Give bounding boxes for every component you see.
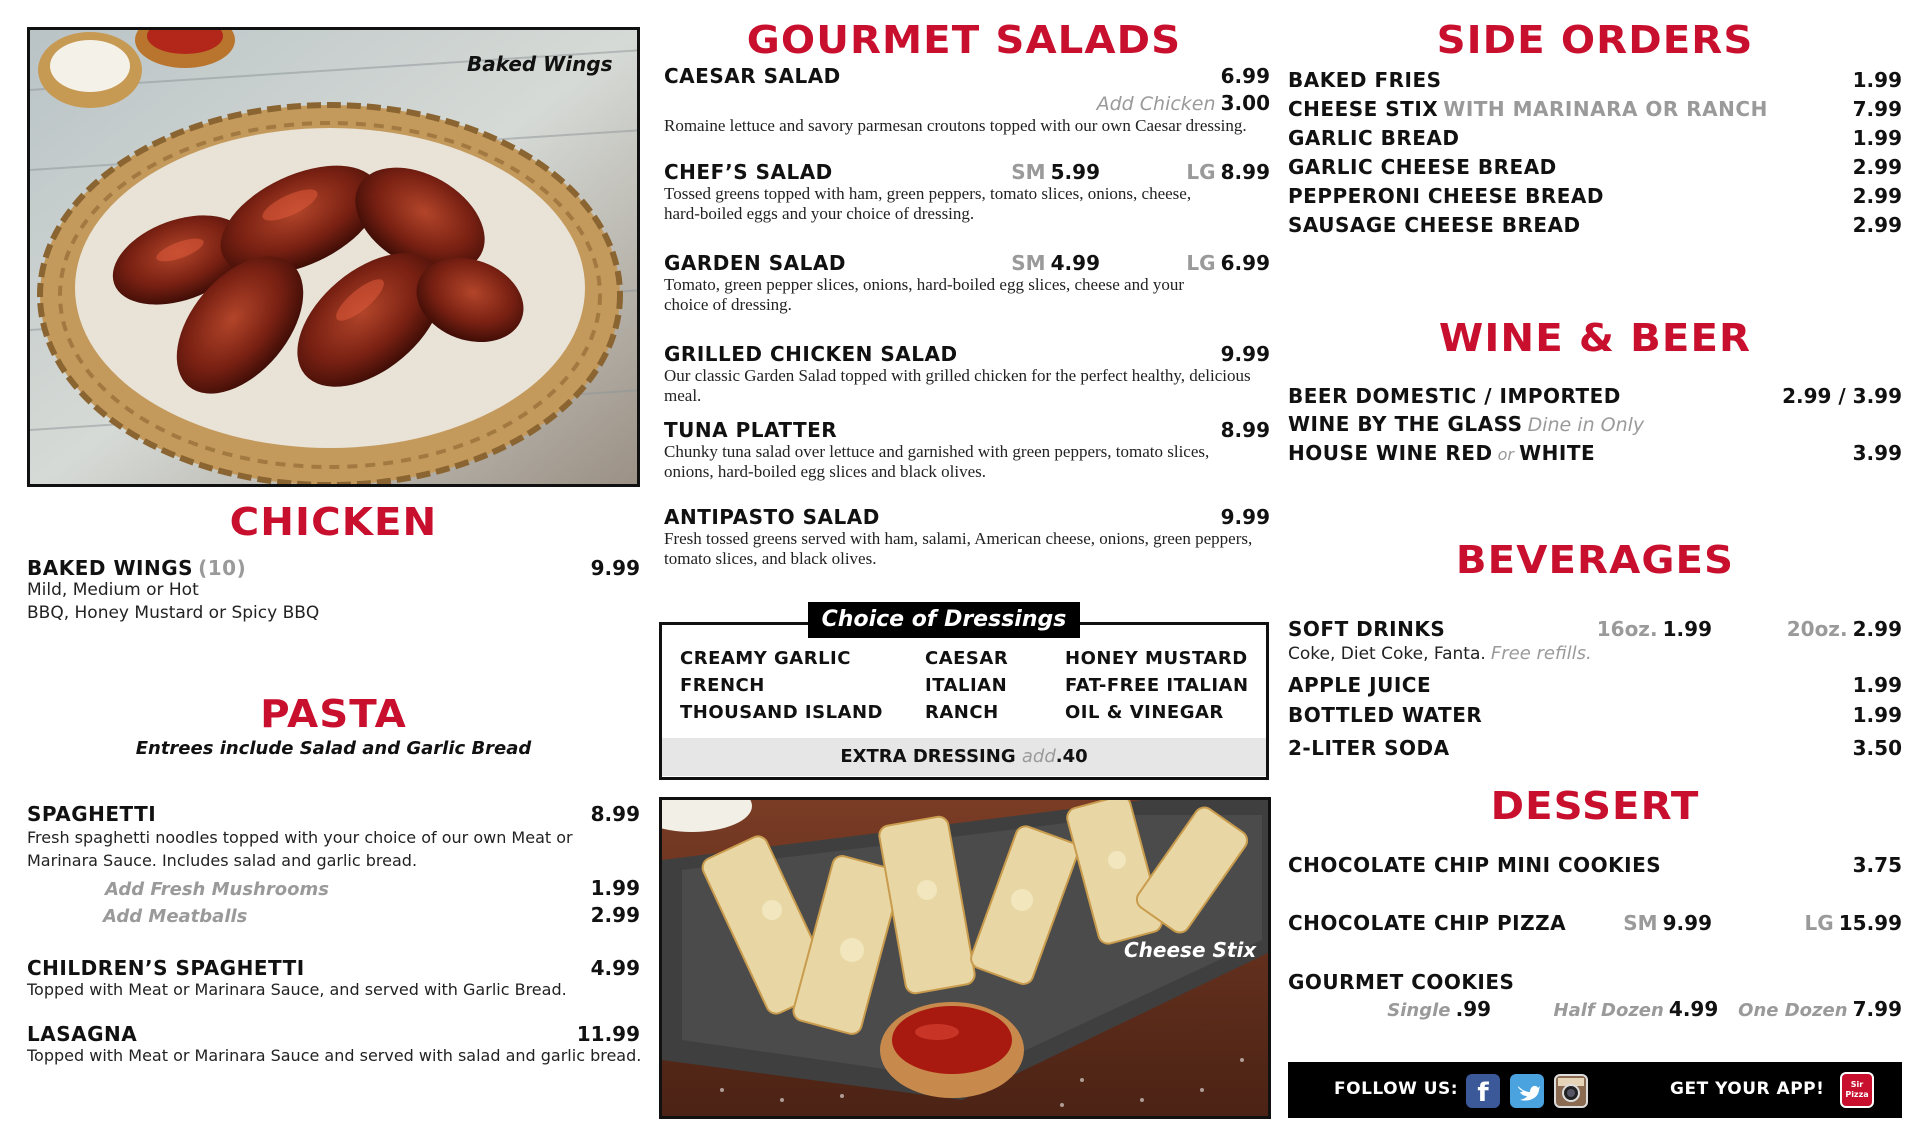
spaghetti-item [27, 802, 640, 826]
house-wine-or: or [1497, 445, 1515, 464]
tuna-platter-item [664, 418, 1270, 442]
addon-meatballs-price: 2.99 [590, 903, 640, 927]
sir-pizza-app-text: Sir Pizza [1845, 1080, 1869, 1099]
soft-drinks-desc [1288, 643, 1592, 664]
caesar-salad-name: CAESAR SALAD [664, 64, 841, 88]
follow-us-label: FOLLOW US: [1334, 1079, 1459, 1099]
grilled-chicken-salad-name: GRILLED CHICKEN SALAD [664, 342, 958, 366]
wine-glass-item [1288, 412, 1902, 436]
chefs-lg-label: LG [1186, 160, 1216, 184]
tuna-platter-price: 8.99 [1220, 418, 1270, 442]
baked-wings-image [30, 30, 640, 487]
baked-wings-name: BAKED WINGS [27, 556, 194, 580]
baked-wings-item [27, 556, 640, 580]
grilled-chicken-salad-item [664, 342, 1270, 366]
childrens-spaghetti-item [27, 956, 640, 980]
lasagna-price: 11.99 [576, 1022, 640, 1046]
garden-sm-label: SM [1011, 251, 1046, 275]
dressing-item: FAT-FREE ITALIAN [1065, 675, 1249, 696]
dressing-item: CREAMY GARLIC [680, 648, 851, 669]
addon-mushrooms-label: Add Fresh Mushrooms [105, 879, 329, 900]
mini-cookies-name: CHOCOLATE CHIP MINI COOKIES [1288, 853, 1662, 877]
baked-wings-qty: (10) [198, 556, 247, 580]
dressing-item: ITALIAN [925, 675, 1008, 696]
side-item [1288, 184, 1902, 213]
childrens-spaghetti-name: CHILDREN’S SPAGHETTI [27, 956, 305, 980]
antipasto-salad-name: ANTIPASTO SALAD [664, 505, 880, 529]
baked-wings-photo [27, 27, 640, 487]
beverage-item [1288, 673, 1902, 703]
spaghetti-price: 8.99 [590, 802, 640, 826]
spaghetti-name: SPAGHETTI [27, 802, 157, 826]
side-item-name: CHEESE STIX [1288, 97, 1439, 121]
wings-caption: Baked Wings [467, 52, 613, 76]
add-chicken-price: 3.00 [1220, 91, 1270, 115]
house-wine-white: WHITE [1519, 441, 1596, 465]
dressings-title: Choice of Dressings [808, 602, 1080, 638]
dressing-item: RANCH [925, 702, 999, 723]
caesar-salad-desc: Romaine lettuce and savory parmesan croutons topped with our own Caesar dressing. [664, 116, 1247, 135]
twitter-icon[interactable] [1510, 1074, 1544, 1108]
extra-dressing-label: EXTRA DRESSING [840, 746, 1016, 767]
addon-mushrooms [105, 876, 640, 900]
cheese-stix-caption: Cheese Stix [1124, 938, 1257, 962]
chefs-lg-price: 8.99 [1220, 160, 1270, 184]
add-chicken-label: Add Chicken [1096, 93, 1216, 115]
caesar-salad-price: 6.99 [1220, 64, 1270, 88]
side-item-name: SAUSAGE CHEESE BREAD [1288, 213, 1581, 237]
soft-drinks-item [1288, 617, 1902, 641]
tuna-platter-desc: Chunky tuna salad over lettuce and garnished with green peppers, tomato slices, onions, hard-boiled egg slices and black olives. [664, 442, 1210, 481]
side-item [1288, 155, 1902, 184]
house-wine-price: 3.99 [1852, 441, 1902, 465]
lasagna-desc: Topped with Meat or Marinara Sauce and served with salad and garlic bread. [27, 1046, 642, 1065]
side-item-name: GARLIC CHEESE BREAD [1288, 155, 1557, 179]
addon-meatballs [103, 903, 640, 927]
beverage-name: APPLE JUICE [1288, 673, 1432, 697]
pizza-lg-label: LG [1804, 911, 1834, 935]
side-item-price: 2.99 [1852, 155, 1902, 179]
choc-chip-pizza-prices [1592, 911, 1902, 935]
antipasto-salad-desc: Fresh tossed greens served with ham, salami, American cheese, onions, green peppers, tomato slices, and black olives. [664, 529, 1253, 568]
one-dozen-label: One Dozen [1738, 1000, 1848, 1021]
gourmet-cookies-prices [1288, 997, 1902, 1021]
antipasto-salad-item [664, 505, 1270, 529]
beer-name: BEER DOMESTIC / IMPORTED [1288, 384, 1621, 408]
chefs-salad-item [664, 160, 1270, 184]
chefs-salad-name: CHEF’S SALAD [664, 160, 833, 184]
side-item-price: 7.99 [1852, 97, 1902, 121]
baked-wings-desc-1: Mild, Medium or Hot [27, 580, 199, 600]
side-item-name: PEPPERONI CHEESE BREAD [1288, 184, 1604, 208]
grilled-chicken-salad-price: 9.99 [1220, 342, 1270, 366]
house-wine-item [1288, 441, 1902, 465]
baked-wings-desc-2: BBQ, Honey Mustard or Spicy BBQ [27, 603, 320, 623]
wine-beer-heading: WINE & BEER [1438, 316, 1752, 360]
chefs-salad-desc: Tossed greens topped with ham, green peppers, tomato slices, onions, cheese, hard-boiled eggs and your choice of dressing. [664, 184, 1192, 223]
garden-salad-desc: Tomato, green pepper slices, onions, hard-boiled egg slices, cheese and your choice of dressing. [664, 275, 1184, 314]
chefs-sm-label: SM [1011, 160, 1046, 184]
dressing-item: OIL & VINEGAR [1065, 702, 1224, 723]
beverages-heading: BEVERAGES [1455, 538, 1735, 582]
soft-20-label: 20oz. [1786, 617, 1848, 641]
get-your-app-label: GET YOUR APP! [1670, 1079, 1825, 1099]
childrens-spaghetti-desc: Topped with Meat or Marinara Sauce, and served with Garlic Bread. [27, 980, 567, 999]
choc-chip-pizza-name: CHOCOLATE CHIP PIZZA [1288, 911, 1567, 935]
side-item [1288, 68, 1902, 97]
caesar-add-chicken [1000, 91, 1270, 115]
one-dozen-price: 7.99 [1852, 997, 1902, 1021]
side-item-price: 1.99 [1852, 68, 1902, 92]
soft-20-price: 2.99 [1852, 617, 1902, 641]
wine-glass-name: WINE BY THE GLASS [1288, 412, 1523, 436]
side-item-price: 1.99 [1852, 126, 1902, 150]
beverage-item [1288, 736, 1902, 766]
follow-bar [1288, 1062, 1902, 1118]
dressing-item: CAESAR [925, 648, 1009, 669]
beverage-name: BOTTLED WATER [1288, 703, 1483, 727]
side-item-name: GARLIC BREAD [1288, 126, 1460, 150]
addon-meatballs-label: Add Meatballs [103, 906, 248, 927]
beverage-list [1288, 673, 1902, 766]
side-item [1288, 97, 1902, 126]
instagram-icon[interactable] [1554, 1074, 1588, 1108]
garden-salad-name: GARDEN SALAD [664, 251, 846, 275]
addon-mushrooms-price: 1.99 [590, 876, 640, 900]
dressing-item: THOUSAND ISLAND [680, 702, 883, 723]
spaghetti-desc: Fresh spaghetti noodles topped with your choice of our own Meat or Marinara Sauce. Includes salad and garlic bread. [27, 828, 573, 870]
baked-wings-price: 9.99 [590, 556, 640, 580]
grilled-chicken-salad-desc: Our classic Garden Salad topped with grilled chicken for the perfect healthy, delicious meal. [664, 366, 1251, 405]
garden-salad-item [664, 251, 1270, 275]
chefs-salad-prices [980, 160, 1270, 184]
caesar-salad-item [664, 64, 1270, 88]
soft-16-price: 1.99 [1662, 617, 1712, 641]
side-item [1288, 126, 1902, 155]
half-dozen-label: Half Dozen [1553, 1000, 1664, 1021]
pizza-lg-price: 15.99 [1838, 911, 1902, 935]
beer-price: 2.99 / 3.99 [1782, 384, 1902, 408]
lasagna-item [27, 1022, 640, 1046]
facebook-letter: f [1477, 1078, 1489, 1108]
choc-chip-pizza-item [1288, 911, 1902, 935]
side-item-price: 2.99 [1852, 213, 1902, 237]
garden-salad-prices [980, 251, 1270, 275]
soft-drinks-list: Coke, Diet Coke, Fanta. [1288, 644, 1486, 664]
soft-drinks-prices [1592, 617, 1902, 641]
dressing-item: FRENCH [680, 675, 765, 696]
dressings-list [680, 648, 1260, 723]
sir-pizza-app-icon[interactable] [1840, 1072, 1874, 1108]
soft-drinks-refill: Free refills. [1490, 643, 1592, 664]
chicken-heading: CHICKEN [229, 500, 438, 544]
house-wine-red: HOUSE WINE RED [1288, 441, 1493, 465]
single-price: .99 [1455, 997, 1492, 1021]
wine-glass-note: Dine in Only [1527, 414, 1645, 436]
mini-cookies-price: 3.75 [1852, 853, 1902, 877]
garden-lg-label: LG [1186, 251, 1216, 275]
garden-sm-price: 4.99 [1050, 251, 1100, 275]
extra-dressing-row [662, 738, 1266, 776]
beverage-item [1288, 703, 1902, 736]
garden-lg-price: 6.99 [1220, 251, 1270, 275]
extra-dressing-add: add [1021, 746, 1056, 767]
side-orders-heading: SIDE ORDERS [1436, 18, 1754, 62]
pasta-heading: PASTA [260, 692, 407, 736]
tuna-platter-name: TUNA PLATTER [664, 418, 838, 442]
beverage-name: 2-LITER SODA [1288, 736, 1450, 760]
facebook-icon[interactable] [1466, 1074, 1500, 1108]
mini-cookies-item [1288, 853, 1902, 877]
soft-drinks-name: SOFT DRINKS [1288, 617, 1446, 641]
pizza-sm-price: 9.99 [1662, 911, 1712, 935]
cheese-stix-photo [659, 797, 1271, 1119]
lasagna-name: LASAGNA [27, 1022, 138, 1046]
instagram-camera-icon [1556, 1076, 1586, 1106]
antipasto-salad-price: 9.99 [1220, 505, 1270, 529]
side-item-note: WITH MARINARA OR RANCH [1443, 97, 1768, 121]
dessert-heading: DESSERT [1490, 784, 1700, 828]
gourmet-salads-heading: GOURMET SALADS [746, 18, 1182, 62]
side-orders-list [1288, 68, 1902, 242]
childrens-spaghetti-price: 4.99 [590, 956, 640, 980]
soft-16-label: 16oz. [1596, 617, 1658, 641]
twitter-bird-icon [1510, 1074, 1544, 1108]
beer-item [1288, 384, 1902, 408]
pasta-subtitle: Entrees include Salad and Garlic Bread [135, 738, 532, 759]
beverage-price: 3.50 [1852, 736, 1902, 760]
half-dozen-price: 4.99 [1668, 997, 1719, 1021]
extra-dressing-price: .40 [1055, 746, 1088, 767]
side-item [1288, 213, 1902, 242]
chefs-sm-price: 5.99 [1050, 160, 1100, 184]
beverage-price: 1.99 [1852, 703, 1902, 727]
beverage-price: 1.99 [1852, 673, 1902, 697]
gourmet-cookies-name: GOURMET COOKIES [1288, 970, 1515, 994]
single-label: Single [1387, 1000, 1451, 1021]
side-item-price: 2.99 [1852, 184, 1902, 208]
pizza-sm-label: SM [1623, 911, 1658, 935]
side-item-name: BAKED FRIES [1288, 68, 1442, 92]
dressing-item: HONEY MUSTARD [1065, 648, 1248, 669]
